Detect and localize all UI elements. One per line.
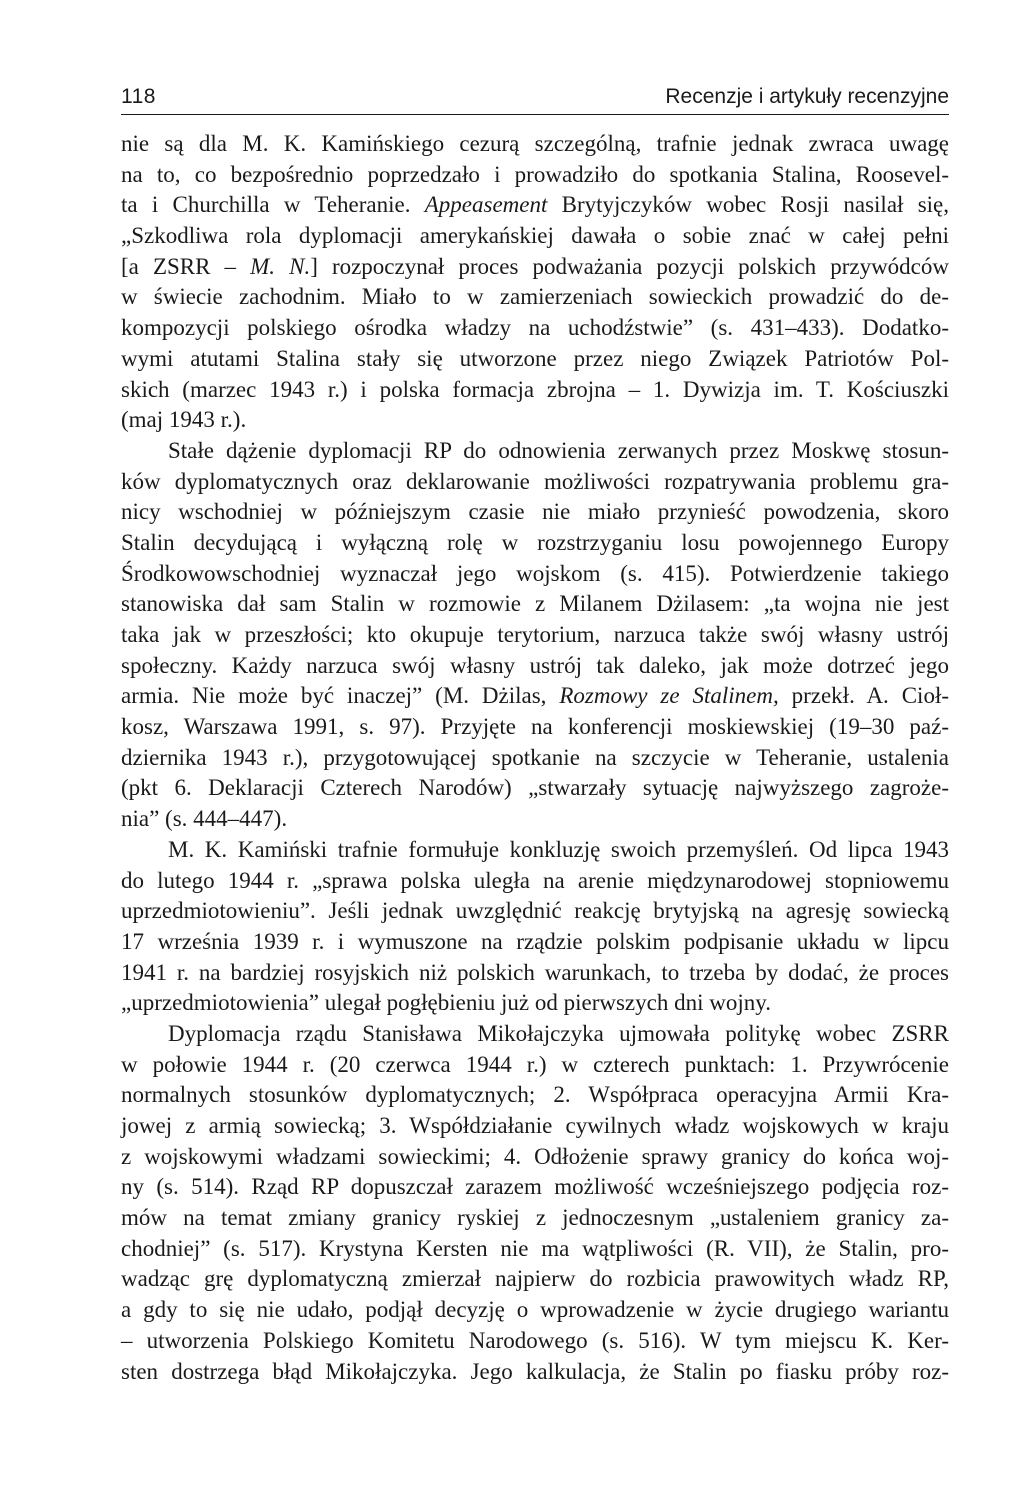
text-line (121, 252, 949, 283)
text-line (121, 467, 949, 498)
text-line (121, 282, 949, 313)
text-segment: nia” (s. 444–447). (121, 806, 288, 832)
italic-text-segment: Rozmowy ze Stalinem, (559, 683, 779, 709)
text-segment: skich (marzec 1943 r.) i polska formacja zbrojna – 1. Dywizja im. T. Kościuszki (121, 376, 949, 402)
text-line (121, 405, 949, 436)
text-segment: Stalin decydującą i wyłączną rolę w rozstrzyganiu losu powojennego Europy (121, 529, 949, 555)
text-line (121, 1234, 949, 1265)
text-line (121, 866, 949, 897)
text-line (121, 1142, 949, 1173)
text-line (121, 1080, 949, 1111)
text-line (121, 436, 949, 467)
text-segment: do lutego 1944 r. „sprawa polska uległa na arenie międzynarodowej stopniowemu (121, 867, 949, 893)
text-line (121, 958, 949, 989)
text-line (121, 344, 949, 375)
text-segment: mów na temat zmiany granicy ryskiej z jednoczesnym „ustaleniem granicy za- (121, 1205, 949, 1231)
body-text (121, 129, 949, 1387)
text-line (121, 1295, 949, 1326)
text-segment: (maj 1943 r.). (121, 407, 247, 433)
text-segment: Stałe dążenie dyplomacji RP do odnowienia zerwanych przez Moskwę stosun- (168, 437, 949, 463)
text-line (121, 620, 949, 651)
text-segment: 17 września 1939 r. i wymuszone na rządzie polskim podpisanie układu w lipcu (121, 928, 949, 954)
text-segment: „Szkodliwa rola dyplomacji amerykańskiej dawała o sobie znać w całej pełni (121, 223, 949, 249)
text-segment: w świecie zachodnim. Miało to w zamierzeniach sowieckich prowadzić do de- (121, 284, 949, 310)
text-line (121, 681, 949, 712)
text-segment: dziernika 1943 r.), przygotowującej spotkanie na szczycie w Teheranie, ustalenia (121, 744, 949, 770)
text-segment: kosz, Warszawa 1991, s. 97). Przyjęte na konferencji moskiewskiej (19–30 paź- (121, 714, 949, 740)
text-segment: stanowiska dał sam Stalin w rozmowie z Milanem Dżilasem: „ta wojna nie jest (121, 591, 949, 617)
text-segment: wymi atutami Stalina stały się utworzone przez niego Związek Patriotów Pol- (121, 345, 949, 371)
text-line (121, 129, 949, 160)
text-segment: ta i Churchilla w Teheranie. (121, 192, 425, 218)
text-line (121, 375, 949, 406)
text-segment: a gdy to się nie udało, podjął decyzję o wprowadzenie w życie drugiego wariantu (121, 1297, 949, 1323)
text-line (121, 1019, 949, 1050)
text-segment: ków dyplomatycznych oraz deklarowanie możliwości rozpatrywania problemu gra- (121, 468, 949, 494)
italic-text-segment: Appeasement (424, 192, 548, 218)
text-segment: taka jak w przeszłości; kto okupuje terytorium, narzuca także swój własny ustrój (121, 622, 949, 647)
text-line (121, 1357, 949, 1388)
text-line (121, 190, 949, 221)
text-segment: Brytyjczyków wobec Rosji nasilał się, (547, 192, 949, 218)
text-segment: M. K. Kamiński trafnie formułuje konkluzję swoich przemyśleń. Od lipca 1943 (168, 836, 949, 862)
text-line (121, 1264, 949, 1295)
text-line (121, 313, 949, 344)
text-segment: armia. Nie może być inaczej” (M. Dżilas, (121, 683, 560, 709)
text-segment: na to, co bezpośrednio poprzedzało i prowadziło do spotkania Stalina, Roosevel- (121, 161, 949, 187)
text-line (121, 1326, 949, 1357)
text-segment: „uprzedmiotowienia” ulegał pogłębieniu już od pierwszych dni wojny. (121, 990, 771, 1016)
text-line (121, 497, 949, 528)
text-line (121, 927, 949, 958)
text-line (121, 528, 949, 559)
text-segment: ny (s. 514). Rząd RP dopuszczał zarazem możliwość wcześniejszego podjęcia roz- (121, 1174, 949, 1200)
text-segment: jowej z armią sowiecką; 3. Współdziałanie cywilnych władz wojskowych w kraju (121, 1113, 949, 1138)
text-segment: (pkt 6. Deklaracji Czterech Narodów) „stwarzały sytuację najwyższego zagroże- (121, 775, 949, 801)
text-segment: nie są dla M. K. Kamińskiego cezurą szczególną, trafnie jednak zwraca uwagę (121, 131, 949, 156)
text-segment: Środkowowschodniej wyznaczał jego wojskom (s. 415). Potwierdzenie takiego (121, 560, 949, 586)
text-line (121, 651, 949, 682)
text-segment: [a ZSRR – (121, 253, 251, 279)
text-segment: Dyplomacja rządu Stanisława Mikołajczyka ujmowała politykę wobec ZSRR (168, 1020, 949, 1046)
page-number: 118 (121, 85, 156, 108)
running-title: Recenzje i artykuły recenzyjne (665, 85, 949, 108)
italic-text-segment: M. N. (250, 253, 311, 279)
text-line (121, 1172, 949, 1203)
text-segment: – utworzenia Polskiego Komitetu Narodowego (s. 516). W tym miejscu K. Ker- (121, 1327, 949, 1353)
header-rule (121, 114, 949, 115)
text-segment: ] rozpoczynał proces podważania pozycji polskich przywódców (310, 253, 949, 279)
text-segment: nicy wschodniej w późniejszym czasie nie miało przynieść powodzenia, skoro (121, 499, 949, 525)
text-line (121, 804, 949, 835)
text-segment: wadząc grę dyplomatyczną zmierzał najpierw do rozbicia prawowitych władz RP, (121, 1266, 949, 1292)
text-line (121, 160, 949, 191)
text-line (121, 559, 949, 590)
text-line (121, 712, 949, 743)
text-line (121, 1203, 949, 1234)
text-line (121, 1111, 949, 1142)
text-line (121, 773, 949, 804)
text-line (121, 743, 949, 774)
text-segment: kompozycji polskiego ośrodka władzy na uchodźstwie” (s. 431–433). Dodatko- (121, 315, 949, 341)
text-segment: uprzedmiotowieniu”. Jeśli jednak uwzględnić reakcję brytyjską na agresję sowiecką (121, 898, 949, 924)
text-segment: przekł. A. Cioł- (778, 683, 949, 709)
text-segment: z wojskowymi władzami sowieckimi; 4. Odłożenie sprawy granicy do końca woj- (121, 1143, 949, 1169)
document-page (121, 84, 949, 1484)
text-segment: normalnych stosunków dyplomatycznych; 2. Współpraca operacyjna Armii Kra- (121, 1082, 949, 1108)
text-segment: sten dostrzega błąd Mikołajczyka. Jego kalkulacja, że Stalin po fiasku próby roz- (121, 1358, 949, 1384)
text-segment: chodniej” (s. 517). Krystyna Kersten nie ma wątpliwości (R. VII), że Stalin, pro- (121, 1235, 949, 1261)
text-line (121, 221, 949, 252)
text-segment: w połowie 1944 r. (20 czerwca 1944 r.) w czterech punktach: 1. Przywrócenie (121, 1051, 949, 1077)
text-line (121, 988, 949, 1019)
text-line (121, 1050, 949, 1081)
running-head (121, 84, 949, 114)
text-line (121, 835, 949, 866)
text-line (121, 896, 949, 927)
text-line (121, 589, 949, 620)
text-segment: 1941 r. na bardziej rosyjskich niż polskich warunkach, to trzeba by dodać, że proces (121, 959, 949, 985)
text-segment: społeczny. Każdy narzuca swój własny ustrój tak daleko, jak może dotrzeć jego (121, 652, 949, 678)
